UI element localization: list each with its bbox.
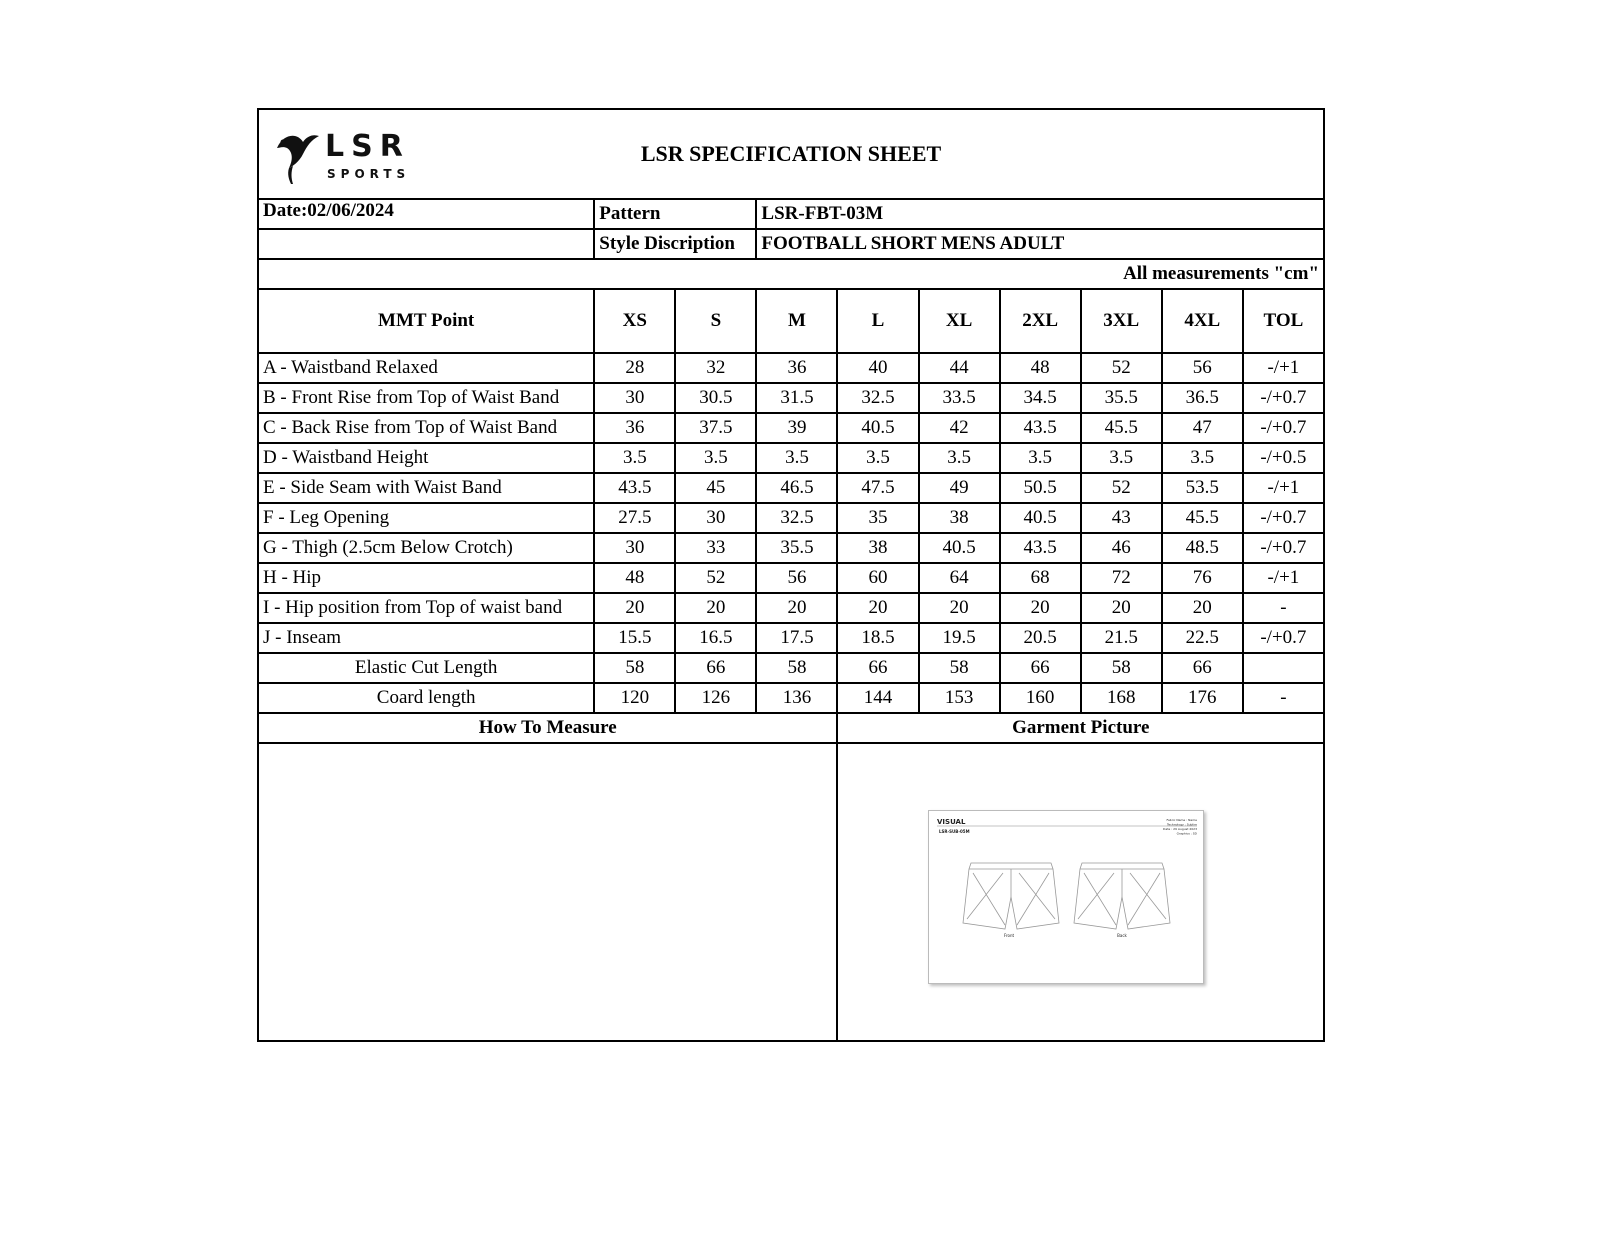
- garment-picture-header: Garment Picture: [837, 713, 1324, 743]
- table-row: [258, 683, 1324, 713]
- measurement-cell: 40.5: [919, 533, 1000, 563]
- svg-text:Date : 29 August 2023: Date : 29 August 2023: [1163, 827, 1198, 831]
- mmt-point-cell: A - Waistband Relaxed: [258, 353, 594, 383]
- mmt-point-cell: G - Thigh (2.5cm Below Crotch): [258, 533, 594, 563]
- measurement-cell: 30: [594, 383, 675, 413]
- units-note: All measurements "cm": [258, 259, 1324, 289]
- measurement-cell: 40.5: [1000, 503, 1081, 533]
- measurement-cell: 27.5: [594, 503, 675, 533]
- measurement-cell: 39: [756, 413, 837, 443]
- tolerance-cell: [1243, 653, 1324, 683]
- garment-picture-area: [837, 743, 1324, 1041]
- measurement-cell: 30.5: [675, 383, 756, 413]
- tolerance-cell: -/+1: [1243, 473, 1324, 503]
- measurement-cell: 3.5: [919, 443, 1000, 473]
- measurement-cell: 3.5: [1081, 443, 1162, 473]
- measurement-cell: 22.5: [1162, 623, 1243, 653]
- lsr-sports-logo: [273, 122, 411, 184]
- measurement-cell: 46.5: [756, 473, 837, 503]
- measurement-cell: 153: [919, 683, 1000, 713]
- svg-text:Technology : Sublim: Technology : Sublim: [1167, 822, 1198, 827]
- measurement-cell: 30: [675, 503, 756, 533]
- tolerance-cell: -/+0.7: [1243, 623, 1324, 653]
- measurement-cell: 47.5: [837, 473, 918, 503]
- tolerance-cell: -/+0.7: [1243, 413, 1324, 443]
- size-header: XL: [919, 289, 1000, 353]
- measurement-cell: 21.5: [1081, 623, 1162, 653]
- tolerance-cell: -: [1243, 683, 1324, 713]
- measurement-cell: 56: [1162, 353, 1243, 383]
- measurement-cell: 3.5: [594, 443, 675, 473]
- mmt-point-cell: D - Waistband Height: [258, 443, 594, 473]
- measurement-cell: 34.5: [1000, 383, 1081, 413]
- table-row: [258, 443, 1324, 473]
- measurement-cell: 18.5: [837, 623, 918, 653]
- measurement-cell: 20: [1162, 593, 1243, 623]
- measurement-cell: 136: [756, 683, 837, 713]
- tolerance-cell: -/+0.7: [1243, 533, 1324, 563]
- measurement-cell: 52: [1081, 353, 1162, 383]
- measurement-cell: 33.5: [919, 383, 1000, 413]
- page-title: LSR SPECIFICATION SHEET: [640, 141, 942, 166]
- mmt-point-cell: J - Inseam: [258, 623, 594, 653]
- tolerance-cell: -/+0.5: [1243, 443, 1324, 473]
- measurement-cell: 48: [594, 563, 675, 593]
- bottom-header-row: [258, 713, 1324, 743]
- measurement-cell: 66: [1000, 653, 1081, 683]
- measurement-cell: 58: [594, 653, 675, 683]
- measurement-cell: 58: [919, 653, 1000, 683]
- measurement-cell: 45.5: [1081, 413, 1162, 443]
- measurement-cell: 46: [1081, 533, 1162, 563]
- measurement-cell: 43.5: [1000, 413, 1081, 443]
- measurement-cell: 20.5: [1000, 623, 1081, 653]
- mmt-point-cell: Coard length: [258, 683, 594, 713]
- measurement-cell: 32: [675, 353, 756, 383]
- measurement-cell: 66: [675, 653, 756, 683]
- picture-row: [258, 743, 1324, 1041]
- measurement-cell: 176: [1162, 683, 1243, 713]
- measurement-cell: 33: [675, 533, 756, 563]
- measurement-cell: 58: [1081, 653, 1162, 683]
- measurement-cell: 38: [919, 503, 1000, 533]
- measurement-cell: 35.5: [756, 533, 837, 563]
- mmt-point-cell: H - Hip: [258, 563, 594, 593]
- measurement-cell: 40: [837, 353, 918, 383]
- measurement-cell: 43: [1081, 503, 1162, 533]
- measurement-cell: 48: [1000, 353, 1081, 383]
- mmt-point-header: MMT Point: [258, 289, 594, 353]
- measurement-cell: 3.5: [1162, 443, 1243, 473]
- tolerance-cell: -/+1: [1243, 563, 1324, 593]
- measurement-cell: 15.5: [594, 623, 675, 653]
- tolerance-cell: -/+0.7: [1243, 503, 1324, 533]
- table-row: [258, 383, 1324, 413]
- table-row: [258, 473, 1324, 503]
- header-row: [258, 109, 1324, 199]
- mmt-point-cell: E - Side Seam with Waist Band: [258, 473, 594, 503]
- measurement-cell: 36: [594, 413, 675, 443]
- measurement-cell: 50.5: [1000, 473, 1081, 503]
- measurement-cell: 20: [675, 593, 756, 623]
- table-row: [258, 533, 1324, 563]
- measurement-cell: 60: [837, 563, 918, 593]
- measurement-cell: 126: [675, 683, 756, 713]
- units-row: [258, 259, 1324, 289]
- table-row: [258, 353, 1324, 383]
- size-header: M: [756, 289, 837, 353]
- measurement-cell: 53.5: [1162, 473, 1243, 503]
- how-to-measure-area: [258, 743, 837, 1041]
- info-row-style: [258, 229, 1324, 259]
- measurement-cell: 20: [837, 593, 918, 623]
- measurement-cell: 35: [837, 503, 918, 533]
- column-header-row: [258, 289, 1324, 353]
- size-header: 2XL: [1000, 289, 1081, 353]
- measurement-cell: 44: [919, 353, 1000, 383]
- measurement-cell: 20: [1000, 593, 1081, 623]
- measurement-cell: 36: [756, 353, 837, 383]
- measurement-cell: 30: [594, 533, 675, 563]
- table-row: [258, 653, 1324, 683]
- measurement-cell: 45.5: [1162, 503, 1243, 533]
- measurement-cell: 31.5: [756, 383, 837, 413]
- measurement-cell: 20: [919, 593, 1000, 623]
- measurement-cell: 37.5: [675, 413, 756, 443]
- svg-text:Front: Front: [1004, 933, 1015, 938]
- table-row: [258, 413, 1324, 443]
- measurement-cell: 47: [1162, 413, 1243, 443]
- mmt-point-cell: I - Hip position from Top of waist band: [258, 593, 594, 623]
- svg-text:VISUAL: VISUAL: [937, 818, 966, 826]
- table-row: [258, 563, 1324, 593]
- style-value: FOOTBALL SHORT MENS ADULT: [756, 229, 1324, 259]
- measurement-cell: 20: [1081, 593, 1162, 623]
- measurement-cell: 66: [837, 653, 918, 683]
- measurement-cell: 66: [1162, 653, 1243, 683]
- mmt-point-cell: C - Back Rise from Top of Waist Band: [258, 413, 594, 443]
- measurement-cell: 19.5: [919, 623, 1000, 653]
- mmt-point-cell: B - Front Rise from Top of Waist Band: [258, 383, 594, 413]
- measurement-cell: 144: [837, 683, 918, 713]
- measurement-cell: 38: [837, 533, 918, 563]
- measurement-cell: 3.5: [1000, 443, 1081, 473]
- empty-cell: [258, 229, 594, 259]
- date-cell: Date:02/06/2024: [258, 199, 594, 229]
- table-row: [258, 623, 1324, 653]
- measurement-cell: 43.5: [594, 473, 675, 503]
- measurement-cell: 35.5: [1081, 383, 1162, 413]
- how-to-measure-header: How To Measure: [258, 713, 837, 743]
- measurement-cell: 20: [756, 593, 837, 623]
- garment-image: [928, 810, 1204, 984]
- size-header: S: [675, 289, 756, 353]
- measurement-cell: 64: [919, 563, 1000, 593]
- tol-header: TOL: [1243, 289, 1324, 353]
- info-row-date: [258, 199, 1324, 229]
- mmt-point-cell: Elastic Cut Length: [258, 653, 594, 683]
- measurement-cell: 32.5: [756, 503, 837, 533]
- measurement-cell: 58: [756, 653, 837, 683]
- shorts-sketch: [929, 811, 1203, 983]
- measurement-cell: 20: [594, 593, 675, 623]
- size-header: 4XL: [1162, 289, 1243, 353]
- measurement-cell: 56: [756, 563, 837, 593]
- measurement-cell: 52: [675, 563, 756, 593]
- svg-text:SPORTS: SPORTS: [327, 167, 411, 181]
- measurement-cell: 32.5: [837, 383, 918, 413]
- pattern-value: LSR-FBT-03M: [756, 199, 1324, 229]
- size-header: XS: [594, 289, 675, 353]
- measurement-cell: 76: [1162, 563, 1243, 593]
- tolerance-cell: -/+0.7: [1243, 383, 1324, 413]
- measurement-cell: 36.5: [1162, 383, 1243, 413]
- measurement-cell: 45: [675, 473, 756, 503]
- measurement-cell: 3.5: [756, 443, 837, 473]
- mmt-point-cell: F - Leg Opening: [258, 503, 594, 533]
- measurement-cell: 48.5: [1162, 533, 1243, 563]
- measurement-cell: 120: [594, 683, 675, 713]
- measurement-cell: 43.5: [1000, 533, 1081, 563]
- measurement-cell: 49: [919, 473, 1000, 503]
- size-header: L: [837, 289, 918, 353]
- pattern-label: Pattern: [594, 199, 756, 229]
- measurement-cell: 16.5: [675, 623, 756, 653]
- svg-text:Fabric Name : Name: Fabric Name : Name: [1167, 818, 1198, 822]
- measurement-cell: 40.5: [837, 413, 918, 443]
- table-row: [258, 503, 1324, 533]
- table-row: [258, 593, 1324, 623]
- measurement-cell: 3.5: [837, 443, 918, 473]
- measurement-cell: 72: [1081, 563, 1162, 593]
- measurement-cell: 28: [594, 353, 675, 383]
- measurement-cell: 168: [1081, 683, 1162, 713]
- tolerance-cell: -: [1243, 593, 1324, 623]
- tolerance-cell: -/+1: [1243, 353, 1324, 383]
- svg-text:Back: Back: [1117, 933, 1128, 938]
- svg-text:Graphics : SD: Graphics : SD: [1177, 831, 1198, 836]
- measurement-cell: 3.5: [675, 443, 756, 473]
- measurement-cell: 68: [1000, 563, 1081, 593]
- measurement-cell: 160: [1000, 683, 1081, 713]
- measurement-cell: 17.5: [756, 623, 837, 653]
- measurement-cell: 52: [1081, 473, 1162, 503]
- spec-sheet-table: [257, 108, 1325, 1042]
- style-label: Style Discription: [594, 229, 756, 259]
- svg-text:LSR: LSR: [325, 129, 410, 164]
- size-header: 3XL: [1081, 289, 1162, 353]
- header-cell: [258, 109, 1324, 199]
- measurement-cell: 42: [919, 413, 1000, 443]
- svg-text:LSR-SUB-05M: LSR-SUB-05M: [939, 829, 971, 834]
